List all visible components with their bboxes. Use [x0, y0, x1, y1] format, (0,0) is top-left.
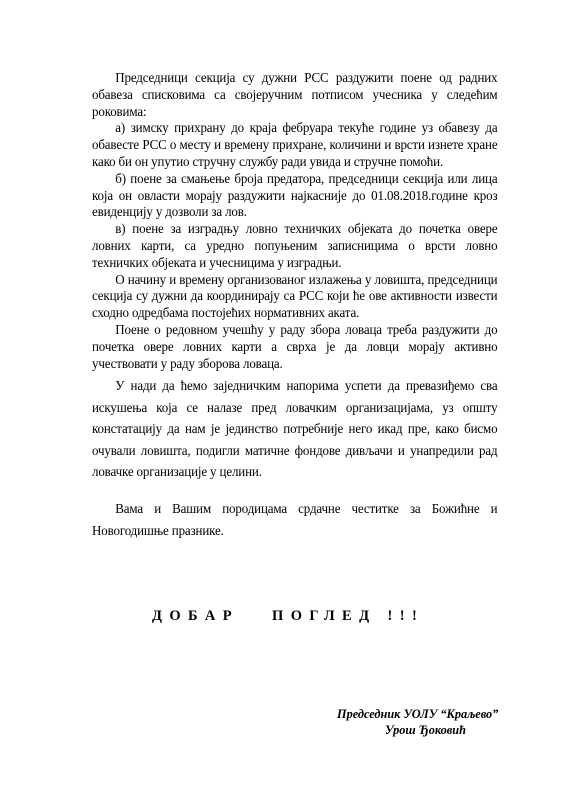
- signature-title: Председник УОЛУ “Краљево”: [337, 707, 499, 721]
- signature-name: Урош Ђоковић: [385, 723, 466, 737]
- headline-dobar-pogled: ДОБАР ПОГЛЕД !!!: [152, 608, 425, 624]
- paragraph-greeting: Вама и Вашим породицама срдачне честитке за Божићне и Новогодишње празнике.: [92, 501, 498, 538]
- instructions-section: [92, 70, 497, 372]
- closing-section: [92, 375, 497, 483]
- paragraph-winter-feeding: а) зимску прихрану до краја фебруара текуће године уз обавезу да обавесте РСС о месту и времену прихране, количини и врсти изнете хране како би он упутио стручну службу ради увида и стручне помоћи.: [92, 120, 498, 169]
- paragraph-predators: б) поене за смањење броја предатора, председници секција или лица која он овласти морају раздужити најкасније до 01.08.2018.године кроз евиденцију у дозволи за лов.: [92, 170, 498, 220]
- greeting-section: [92, 498, 497, 542]
- paragraph-hunting-facilities: в) поене за изградњу ловно техничких објеката до почетка овере ловних карти, са уредно попуњеним записницима о врсти ловно техничких објеката и учесницима у изградњи.: [92, 221, 498, 270]
- paragraph-hunting-trips: О начину и времену организованог излажења у ловишта, председници секција су дужни да координирају са РСС који ће ове активности извести сходно одредбама постојећих нормативних аката.: [92, 271, 498, 321]
- paragraph-closing: У нади да ћемо заједничким напорима успети да превазиђемо сва искушења која се налазе пред ловачким организацијама, уз општу констатацију да нам је јединство потребније него икад пре, како бисмо очували ловишта, подигли матичне фондове дивљачи и унапредили рад ловачке организације у целини.: [92, 378, 498, 480]
- paragraph-deadlines-intro: Председници секција су дужни РСС раздужити поене од радних обавеза списковима са својеручним потписом учесника у следећим роковима:: [92, 70, 498, 119]
- paragraph-assembly-participation: Поене о редовном учешћу у раду збора ловаца треба раздужити до почетка овере ловних карти а сврха је да ловци морају активно учествовати у раду зборова ловаца.: [92, 321, 498, 371]
